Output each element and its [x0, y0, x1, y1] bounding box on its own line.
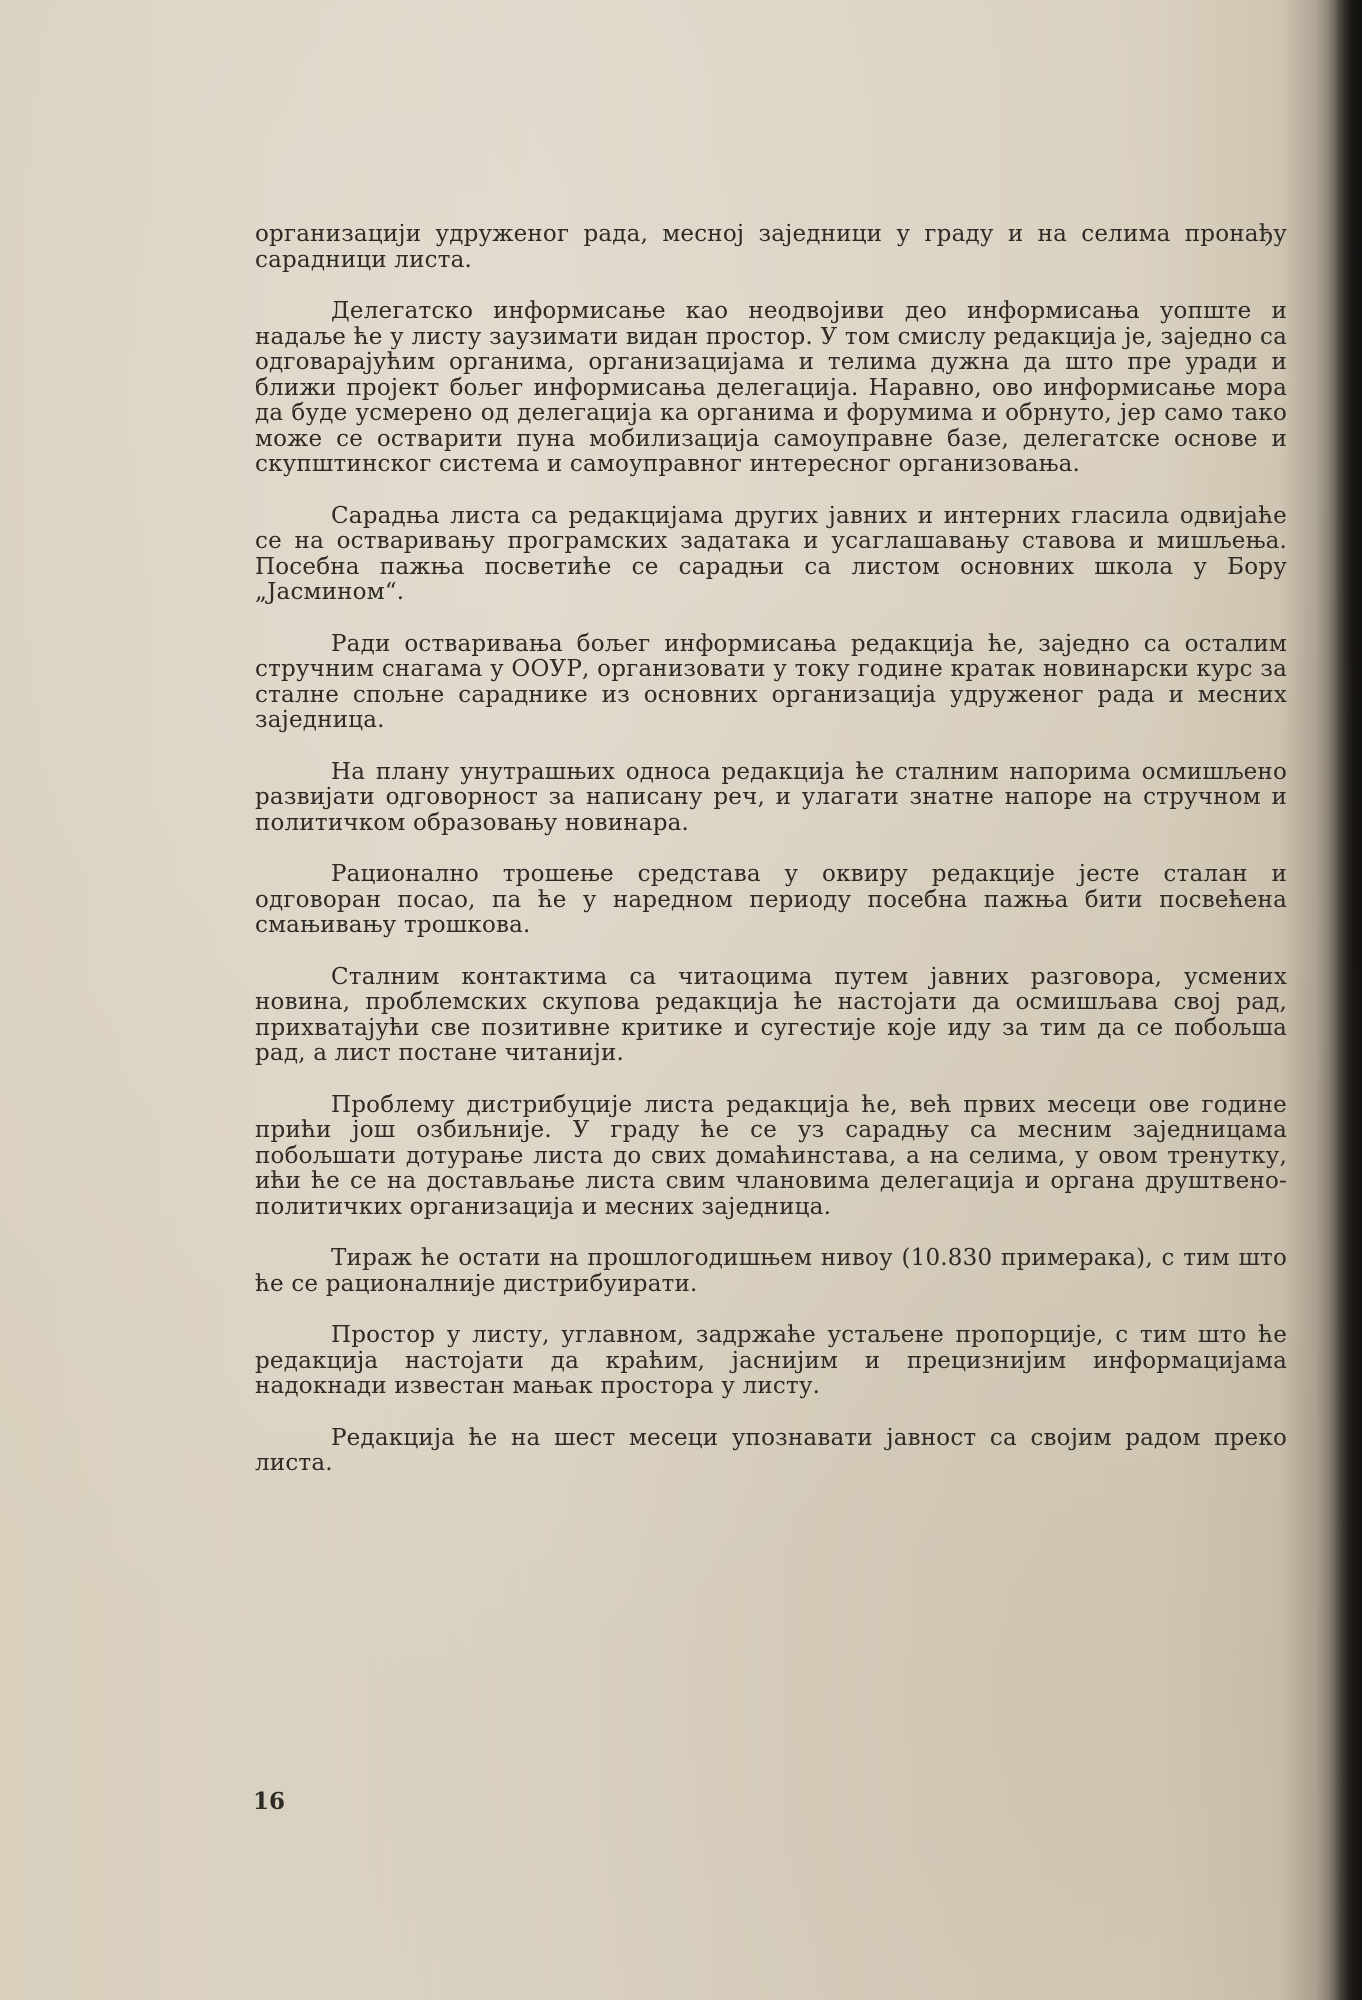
paragraph: Редакција ће на шест месеци упознавати јавност са својим радом преко листа.: [255, 1424, 1287, 1476]
paragraph: Сталним контактима са читаоцима путем јавних разговора, усмених новина, проблемских скупова редакција ће настојати да осмишљава свој рад, прихватајући све позитивне критике и сугестије које иду за тим да се побољша рад, а лист постане читанији.: [255, 963, 1287, 1066]
page-number: 16: [253, 1788, 286, 1815]
body-text: [255, 222, 1287, 1477]
paragraph: Рационално трошење средстава у оквиру редакције јесте сталан и одговоран посао, па ће у наредном периоду посебна пажња бити посвећена смањивању трошкова.: [255, 861, 1287, 938]
paragraph: организацији удруженог рада, месној заједници у граду и на селима пронађу сарадници листа.: [255, 221, 1287, 273]
paragraph: Сарадња листа са редакцијама других јавних и интерних гласила одвијаће се на остваривању програмских задатака и усаглашавању ставова и мишљења. Посебна пажња посветиће се сарадњи са листом основних школа у Бору „Јасмином“.: [255, 502, 1287, 605]
paragraph: Проблему дистрибуције листа редакција ће, већ првих месеци ове године прићи још озбиљније. У граду ће се уз сарадњу са месним заједницама побољшати дотурање листа до свих домаћинстава, а на селима, у овом тренутку, ићи ће се на достављање листа свим члановима делегација и органа друштвено-политичких организација и месних заједница.: [255, 1091, 1287, 1220]
book-spine-shadow: [1316, 0, 1362, 2000]
paragraph: На плану унутрашњих односа редакција ће сталним напорима осмишљено развијати одговорност за написану реч, и улагати знатне напоре на стручном и политичком образовању новинара.: [255, 758, 1287, 836]
paragraph: Простор у листу, углавном, задржаће устаљене пропорције, с тим што ће редакција настојати да краћим, јаснијим и прецизнијим информацијама надокнади известан мањак простора у листу.: [255, 1322, 1287, 1399]
paragraph: Делегатско информисање као неодвојиви део информисања уопште и надаље ће у листу заузимати видан простор. У том смислу редакција је, заједно са одговарајућим органима, организацијама и телима дужна да што пре уради и ближи пројект бољег информисања делегација. Наравно, ово информисање мора да буде усмерено од делегација ка органима и форумима и обрнуто, јер само тако може се остварити пуна мобилизација самоуправне базе, делегатске основе и скупштинског система и самоуправног интересног организовања.: [255, 298, 1287, 477]
paragraph: Тираж ће остати на прошлогодишњем нивоу (10.830 примерака), с тим што ће се рационалније дистрибуирати.: [255, 1245, 1287, 1297]
paragraph: Ради остваривања бољег информисања редакција ће, заједно са осталим стручним снагама у ООУР, организовати у току године кратак новинарски курс за сталне спољне сараднике из основних организација удруженог рада и месних заједница.: [255, 630, 1287, 733]
